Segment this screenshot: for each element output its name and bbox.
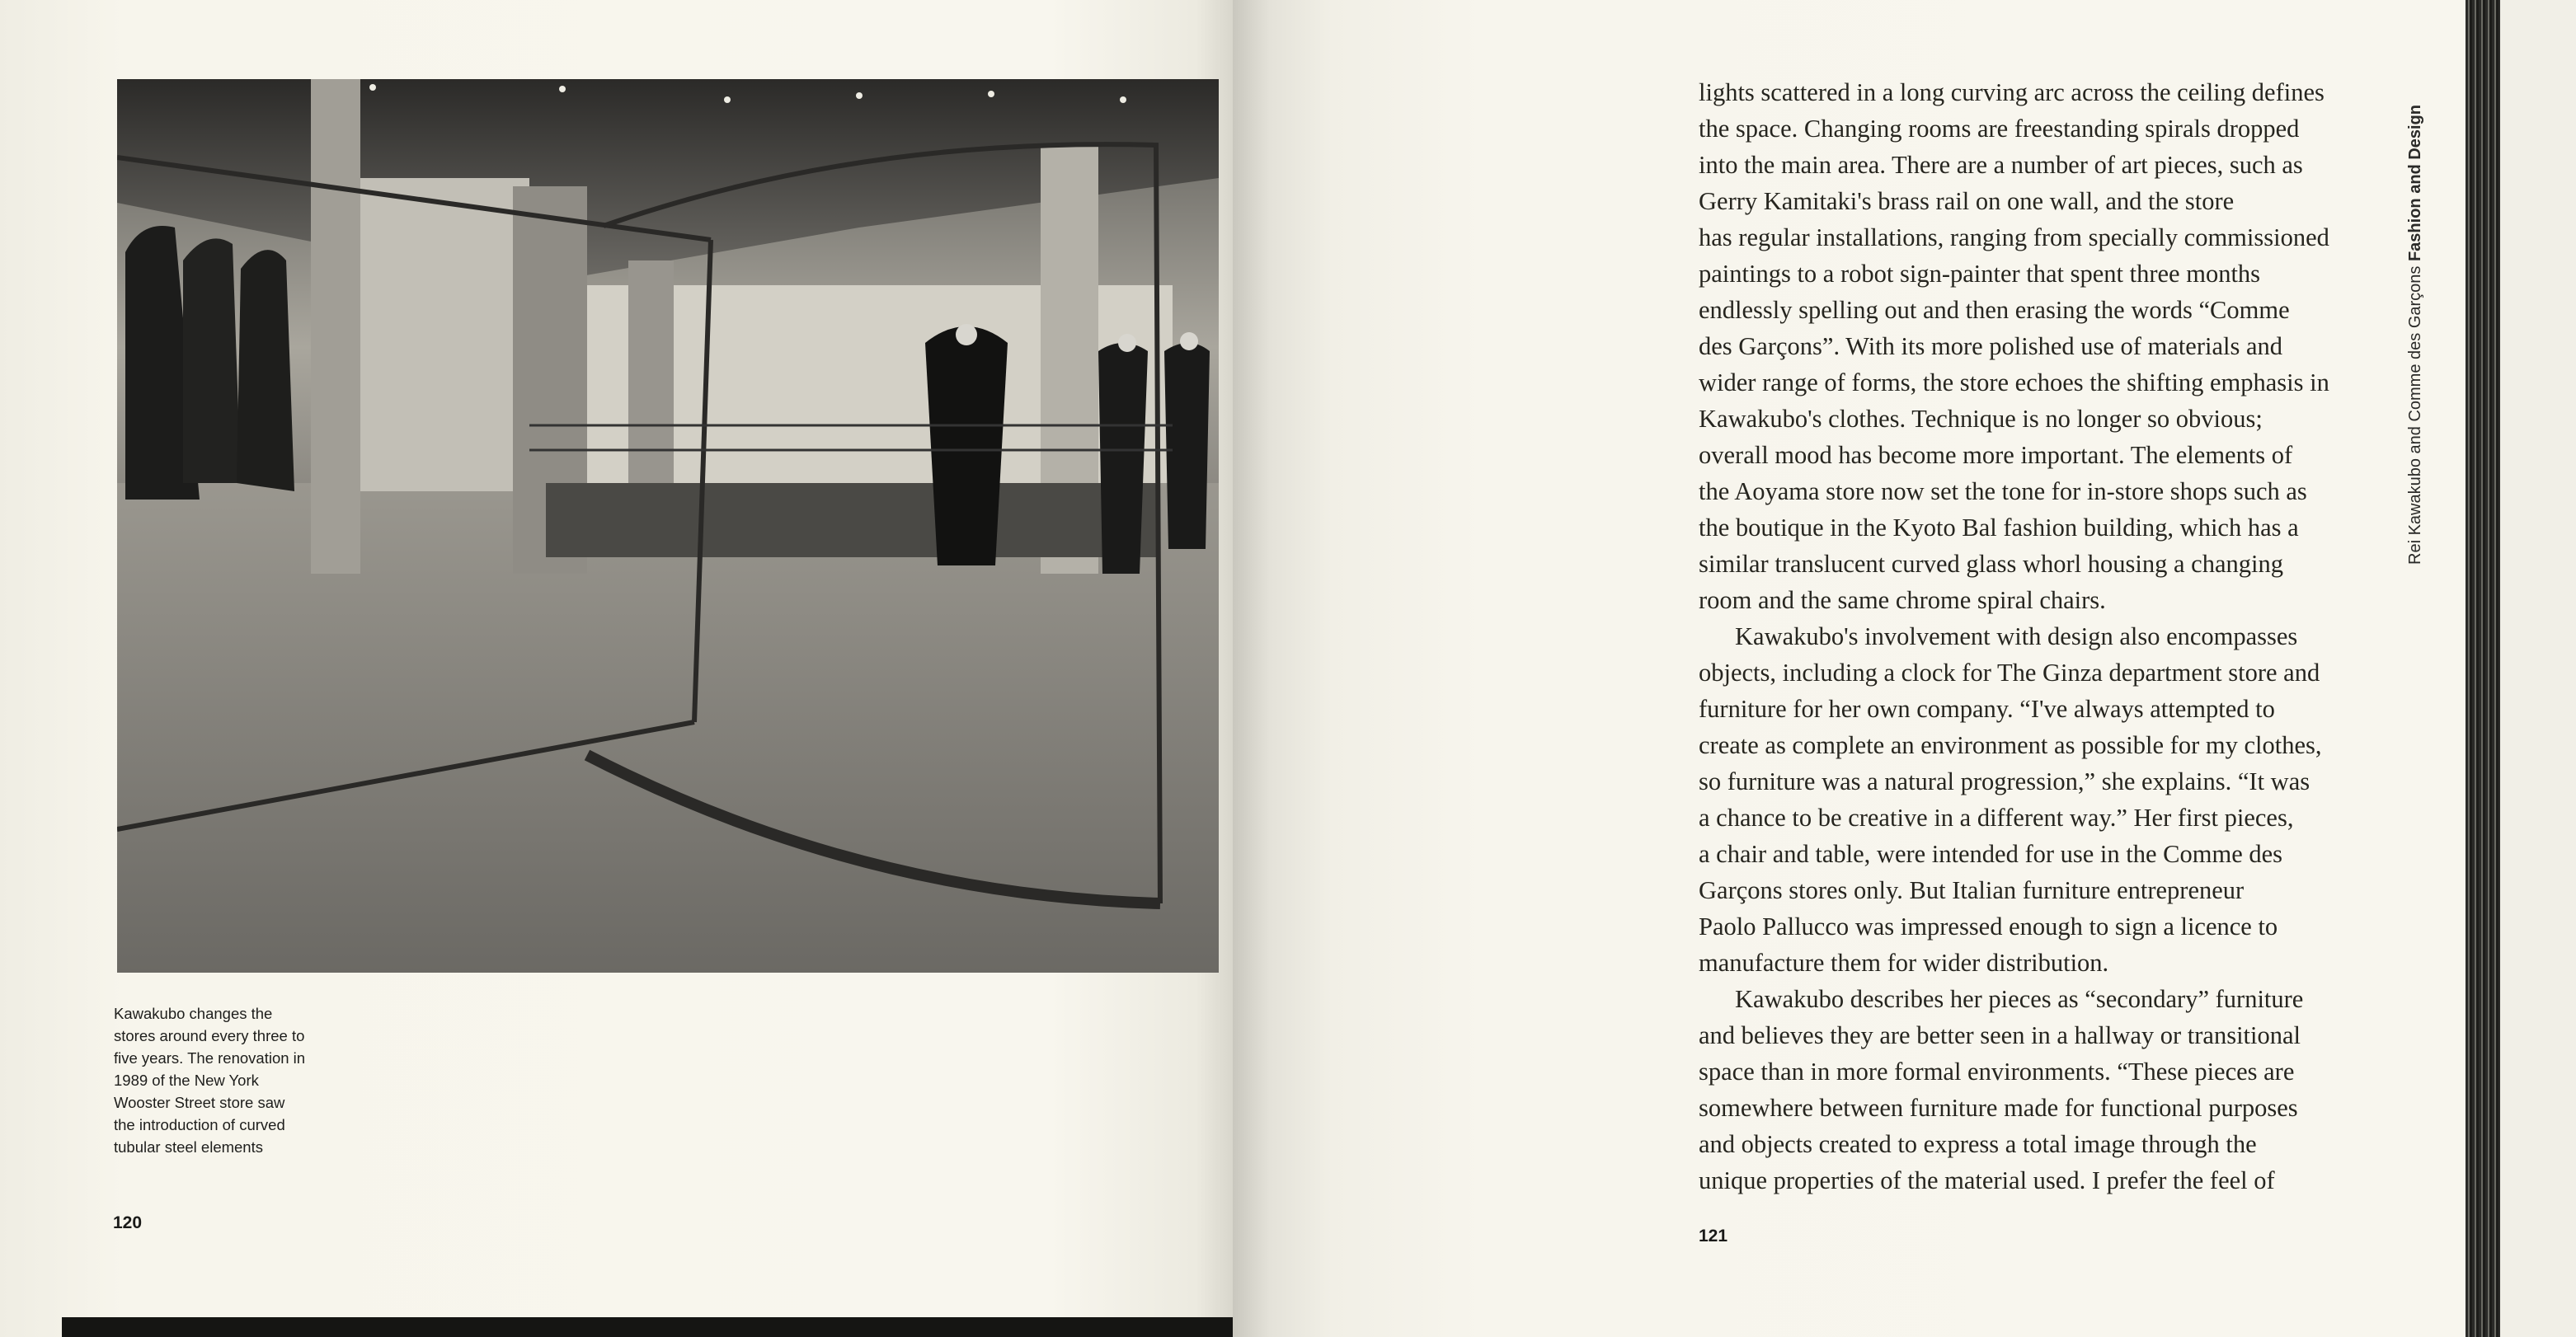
body-line: paintings to a robot sign-painter that spent three months: [1699, 260, 2261, 288]
running-head-book: Rei Kawakubo and Comme des Garçons: [2406, 265, 2424, 565]
caption-line: Wooster Street store saw: [114, 1094, 285, 1111]
body-line: the Aoyama store now set the tone for in-store shops such as: [1699, 477, 2307, 505]
page-number-left: 120: [113, 1213, 143, 1232]
body-line: room and the same chrome spiral chairs.: [1699, 586, 2106, 614]
running-head: [2406, 105, 2425, 565]
body-line: a chance to be creative in a different way.” Her first pieces,: [1699, 804, 2294, 832]
body-line: Gerry Kamitaki's brass rail on one wall, and the store: [1699, 187, 2235, 215]
body-line: unique properties of the material used. I prefer the feel of: [1699, 1166, 2275, 1194]
body-line: Kawakubo's involvement with design also encompasses: [1735, 622, 2298, 650]
photo-illustration: [117, 79, 1219, 973]
body-line: somewhere between furniture made for functional purposes: [1699, 1094, 2298, 1122]
body-line: Kawakubo describes her pieces as “secondary” furniture: [1735, 985, 2304, 1013]
body-line: overall mood has become more important. The elements of: [1699, 441, 2293, 469]
book-page-edges: [2466, 0, 2500, 1337]
body-line: Kawakubo's clothes. Technique is no longer so obvious;: [1699, 405, 2263, 433]
mannequin: [1164, 343, 1210, 549]
body-line: so furniture was a natural progression,” she explains. “It was: [1699, 767, 2310, 795]
mannequin: [1098, 343, 1148, 574]
body-line: objects, including a clock for The Ginza department store and: [1699, 659, 2320, 687]
coat: [183, 238, 241, 483]
coat: [237, 250, 294, 491]
body-line: Garçons stores only. But Italian furniture entrepreneur: [1699, 876, 2245, 904]
body-line: and believes they are better seen in a hallway or transitional: [1699, 1021, 2301, 1049]
body-line: has regular installations, ranging from specially commissioned: [1699, 223, 2329, 251]
caption-line: Kawakubo changes the: [114, 1005, 273, 1022]
mannequin: [925, 326, 1008, 565]
caption-line: stores around every three to: [114, 1027, 305, 1044]
body-line: furniture for her own company. “I've always attempted to: [1699, 695, 2275, 723]
body-text: [1699, 74, 2375, 1199]
body-line: manufacture them for wider distribution.: [1699, 949, 2109, 977]
body-line: endlessly spelling out and then erasing the words “Comme: [1699, 296, 2290, 324]
body-line: and objects created to express a total image through the: [1699, 1130, 2257, 1158]
page-number-right: 121: [1699, 1227, 1728, 1246]
body-line: the space. Changing rooms are freestanding spirals dropped: [1699, 115, 2300, 143]
background-margin: [2500, 0, 2576, 1337]
store-interior-photo: [117, 79, 1219, 973]
body-line: des Garçons”. With its more polished use of materials and: [1699, 332, 2283, 360]
book-cover-edge: [62, 1317, 1233, 1337]
body-line: space than in more formal environments. “These pieces are: [1699, 1058, 2295, 1086]
caption-line: 1989 of the New York: [114, 1072, 259, 1089]
body-line: the boutique in the Kyoto Bal fashion building, which has a: [1699, 514, 2299, 542]
body-line: Paolo Pallucco was impressed enough to sign a licence to: [1699, 912, 2278, 941]
body-line: create as complete an environment as possible for my clothes,: [1699, 731, 2322, 759]
running-head-chapter: Fashion and Design: [2406, 105, 2424, 262]
caption-line: the introduction of curved: [114, 1116, 285, 1133]
stairwell: [546, 483, 1156, 557]
caption-line: five years. The renovation in: [114, 1049, 306, 1067]
body-line: a chair and table, were intended for use in the Comme des: [1699, 840, 2283, 868]
photo-caption: [114, 1002, 305, 1158]
body-line: into the main area. There are a number of art pieces, such as: [1699, 151, 2303, 179]
caption-line: tubular steel elements: [114, 1138, 263, 1156]
body-line: lights scattered in a long curving arc across the ceiling defines: [1699, 78, 2325, 106]
body-line: wider range of forms, the store echoes the shifting emphasis in: [1699, 368, 2329, 396]
body-line: similar translucent curved glass whorl housing a changing: [1699, 550, 2283, 578]
column: [311, 79, 360, 574]
